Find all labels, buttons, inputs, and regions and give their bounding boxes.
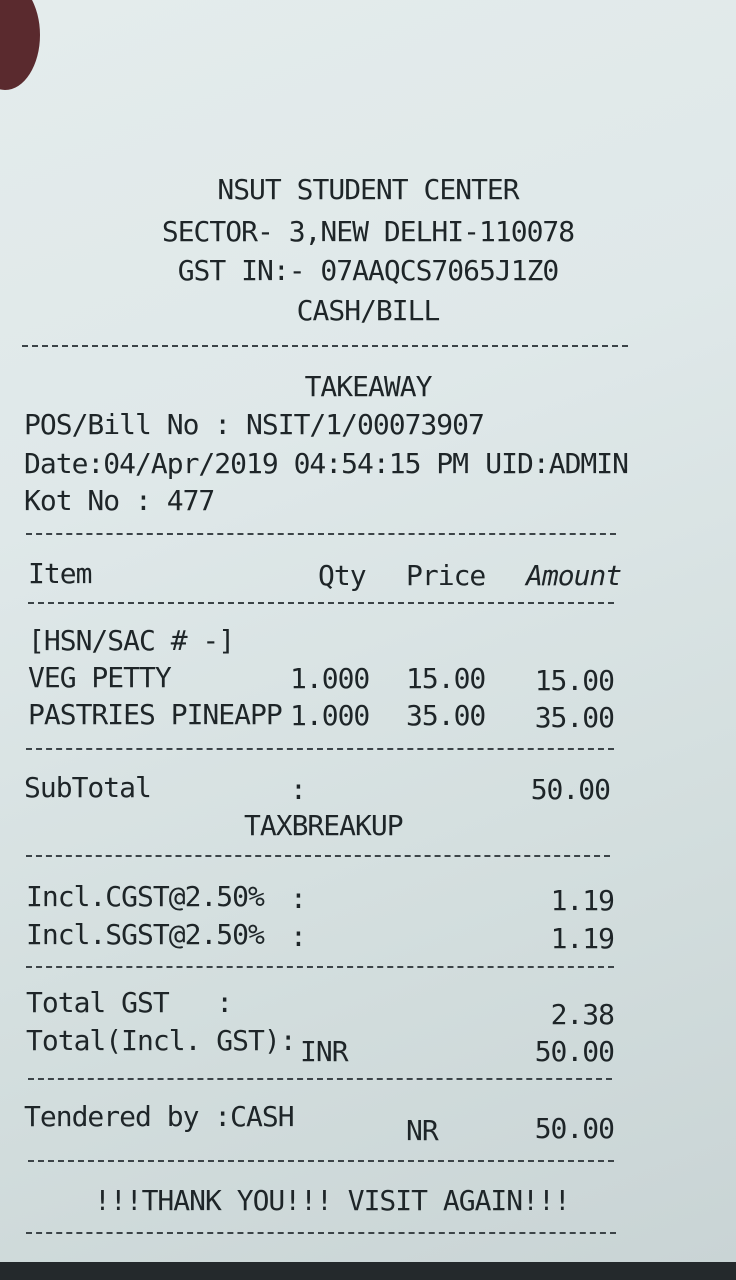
- item-qty: 1.000: [290, 699, 370, 732]
- item-amount: 15.00: [534, 664, 614, 697]
- tender-value: 50.00: [534, 1112, 614, 1145]
- divider: [26, 1232, 616, 1234]
- tender-currency: NR: [406, 1114, 438, 1147]
- divider: [26, 533, 616, 535]
- item-name: VEG PETTY: [28, 661, 171, 694]
- item-price: 15.00: [406, 662, 486, 695]
- column-price: Price: [406, 559, 486, 592]
- divider: [28, 1078, 612, 1080]
- total-incl-currency: INR: [300, 1035, 348, 1068]
- background-shadow: [0, 0, 40, 90]
- order-mode: TAKEAWAY: [304, 370, 432, 403]
- divider: [28, 1160, 614, 1162]
- background-surface: [0, 1262, 736, 1280]
- thank-you-message: !!!THANK YOU!!! VISIT AGAIN!!!: [94, 1184, 570, 1217]
- tax-breakup-heading: TAXBREAKUP: [244, 809, 403, 842]
- total-incl-value: 50.00: [534, 1035, 614, 1068]
- bill-type: CASH/BILL: [296, 294, 440, 327]
- total-gst-value: 2.38: [550, 998, 614, 1031]
- total-incl-label: Total(Incl. GST):: [26, 1024, 296, 1057]
- sgst-value: 1.19: [550, 922, 614, 955]
- item-amount: 35.00: [534, 701, 614, 734]
- kot-number: Kot No : 477: [24, 484, 215, 517]
- sgst-separator: :: [290, 920, 306, 953]
- cgst-separator: :: [290, 882, 306, 915]
- column-qty: Qty: [318, 559, 366, 592]
- subtotal-separator: :: [290, 773, 306, 806]
- store-name: NSUT STUDENT CENTER: [217, 173, 519, 206]
- sgst-label: Incl.SGST@2.50%: [26, 918, 264, 951]
- divider: [28, 602, 614, 604]
- subtotal-label: SubTotal: [24, 771, 151, 804]
- cgst-value: 1.19: [550, 884, 614, 917]
- divider: [26, 966, 614, 968]
- tender-label: Tendered by :CASH: [24, 1100, 294, 1133]
- divider: [26, 748, 614, 750]
- column-item: Item: [28, 557, 92, 590]
- user-id: UID:ADMIN: [485, 447, 628, 480]
- divider: [26, 855, 610, 857]
- subtotal-value: 50.00: [530, 773, 610, 806]
- item-price: 35.00: [406, 699, 486, 732]
- divider: [22, 345, 628, 347]
- item-name: PASTRIES PINEAPP: [28, 698, 282, 731]
- total-gst-label: Total GST :: [26, 986, 233, 1019]
- bill-number: POS/Bill No : NSIT/1/00073907: [24, 408, 484, 441]
- hsn-code: [HSN/SAC # -]: [28, 624, 235, 657]
- item-qty: 1.000: [290, 662, 370, 695]
- bill-datetime: Date:04/Apr/2019 04:54:15 PM: [24, 447, 469, 480]
- store-address: SECTOR- 3,NEW DELHI-110078: [161, 215, 575, 248]
- cgst-label: Incl.CGST@2.50%: [26, 880, 264, 913]
- gstin: GST IN:- 07AAQCS7065J1Z0: [177, 254, 559, 287]
- column-amount: Amount: [526, 559, 622, 592]
